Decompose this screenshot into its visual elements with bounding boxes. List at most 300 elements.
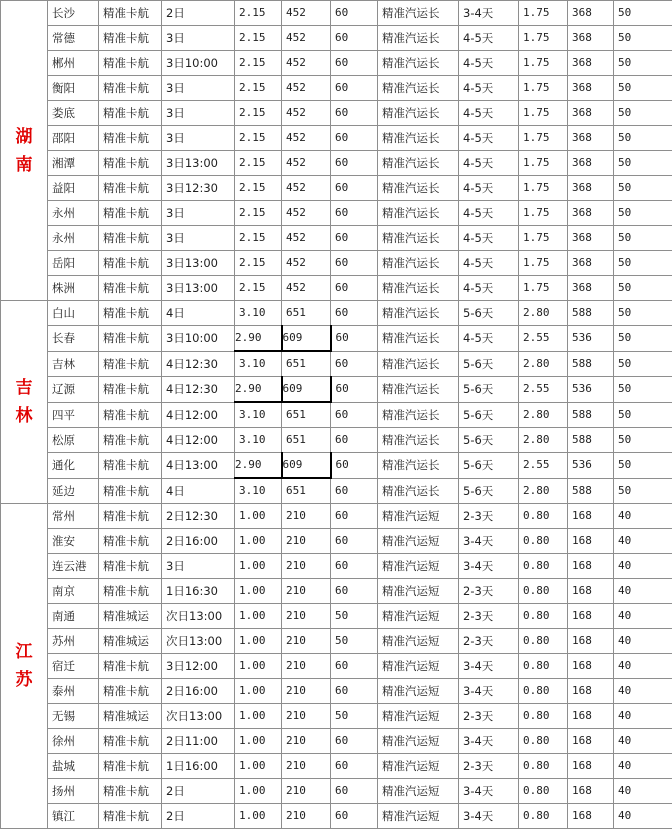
alt-price-per-ton-cell: 168 <box>568 529 614 554</box>
service-cell: 精准卡航 <box>99 176 162 201</box>
alt-unit-price-cell: 0.80 <box>519 579 568 604</box>
unit-price-cell: 1.00 <box>235 554 282 579</box>
table-row <box>1 428 672 453</box>
city-cell: 徐州 <box>48 729 99 754</box>
city-cell: 岳阳 <box>48 251 99 276</box>
price-per-ton-cell: 452 <box>282 276 331 301</box>
min-charge-cell: 50 <box>331 629 378 654</box>
city-cell: 郴州 <box>48 51 99 76</box>
transit-time-cell: 2日16:00 <box>162 529 235 554</box>
city-cell: 吉林 <box>48 351 99 377</box>
alt-min-charge-cell: 40 <box>614 604 672 629</box>
transit-time-cell: 3日 <box>162 26 235 51</box>
unit-price-cell: 2.15 <box>235 201 282 226</box>
transit-time-cell: 2日 <box>162 804 235 829</box>
unit-price-cell: 2.90 <box>235 377 282 403</box>
alt-service-cell: 精准汽运长 <box>378 226 459 251</box>
city-cell: 淮安 <box>48 529 99 554</box>
price-per-ton-cell: 210 <box>282 779 331 804</box>
alt-service-cell: 精准汽运短 <box>378 754 459 779</box>
min-charge-cell: 60 <box>331 579 378 604</box>
service-cell: 精准卡航 <box>99 126 162 151</box>
min-charge-cell: 60 <box>331 126 378 151</box>
table-row <box>1 604 672 629</box>
alt-unit-price-cell: 1.75 <box>519 176 568 201</box>
min-charge-cell: 60 <box>331 428 378 453</box>
alt-price-per-ton-cell: 168 <box>568 554 614 579</box>
unit-price-cell: 3.10 <box>235 351 282 377</box>
city-cell: 邵阳 <box>48 126 99 151</box>
alt-unit-price-cell: 1.75 <box>519 76 568 101</box>
unit-price-cell: 2.90 <box>235 453 282 479</box>
service-cell: 精准城运 <box>99 629 162 654</box>
service-cell: 精准卡航 <box>99 504 162 529</box>
alt-min-charge-cell: 40 <box>614 704 672 729</box>
alt-days-cell: 5-6天 <box>459 478 519 504</box>
alt-days-cell: 5-6天 <box>459 351 519 377</box>
min-charge-cell: 60 <box>331 779 378 804</box>
table-row <box>1 1 672 26</box>
transit-time-cell: 次日13:00 <box>162 629 235 654</box>
table-row <box>1 654 672 679</box>
alt-days-cell: 4-5天 <box>459 76 519 101</box>
alt-unit-price-cell: 0.80 <box>519 804 568 829</box>
price-per-ton-cell: 210 <box>282 604 331 629</box>
service-cell: 精准卡航 <box>99 351 162 377</box>
alt-min-charge-cell: 50 <box>614 402 672 428</box>
alt-min-charge-cell: 40 <box>614 529 672 554</box>
alt-days-cell: 5-6天 <box>459 402 519 428</box>
transit-time-cell: 4日12:00 <box>162 402 235 428</box>
alt-unit-price-cell: 1.75 <box>519 126 568 151</box>
alt-service-cell: 精准汽运长 <box>378 201 459 226</box>
alt-price-per-ton-cell: 536 <box>568 377 614 403</box>
unit-price-cell: 1.00 <box>235 629 282 654</box>
alt-unit-price-cell: 1.75 <box>519 201 568 226</box>
table-row <box>1 201 672 226</box>
price-per-ton-cell: 651 <box>282 351 331 377</box>
rate-table-body <box>1 1 672 829</box>
alt-unit-price-cell: 0.80 <box>519 729 568 754</box>
min-charge-cell: 60 <box>331 478 378 504</box>
price-per-ton-cell: 452 <box>282 76 331 101</box>
unit-price-cell: 2.15 <box>235 26 282 51</box>
service-cell: 精准卡航 <box>99 428 162 453</box>
transit-time-cell: 3日 <box>162 101 235 126</box>
alt-days-cell: 4-5天 <box>459 276 519 301</box>
province-label <box>1 504 48 829</box>
alt-unit-price-cell: 2.80 <box>519 428 568 453</box>
alt-service-cell: 精准汽运长 <box>378 377 459 403</box>
unit-price-cell: 3.10 <box>235 402 282 428</box>
min-charge-cell: 60 <box>331 351 378 377</box>
price-per-ton-cell: 651 <box>282 478 331 504</box>
alt-min-charge-cell: 40 <box>614 779 672 804</box>
alt-unit-price-cell: 0.80 <box>519 629 568 654</box>
service-cell: 精准卡航 <box>99 151 162 176</box>
alt-days-cell: 4-5天 <box>459 226 519 251</box>
city-cell: 长沙 <box>48 1 99 26</box>
city-cell: 南京 <box>48 579 99 604</box>
transit-time-cell: 4日13:00 <box>162 453 235 479</box>
min-charge-cell: 60 <box>331 151 378 176</box>
alt-service-cell: 精准汽运短 <box>378 629 459 654</box>
price-per-ton-cell: 609 <box>282 453 331 479</box>
alt-min-charge-cell: 50 <box>614 478 672 504</box>
unit-price-cell: 2.15 <box>235 251 282 276</box>
alt-service-cell: 精准汽运短 <box>378 679 459 704</box>
alt-unit-price-cell: 0.80 <box>519 604 568 629</box>
city-cell: 湘潭 <box>48 151 99 176</box>
alt-min-charge-cell: 40 <box>614 654 672 679</box>
alt-days-cell: 3-4天 <box>459 654 519 679</box>
unit-price-cell: 1.00 <box>235 529 282 554</box>
alt-price-per-ton-cell: 168 <box>568 504 614 529</box>
unit-price-cell: 1.00 <box>235 704 282 729</box>
table-row <box>1 226 672 251</box>
price-per-ton-cell: 210 <box>282 804 331 829</box>
city-cell: 常德 <box>48 26 99 51</box>
transit-time-cell: 3日13:00 <box>162 276 235 301</box>
price-per-ton-cell: 210 <box>282 754 331 779</box>
service-cell: 精准卡航 <box>99 453 162 479</box>
alt-service-cell: 精准汽运长 <box>378 326 459 352</box>
service-cell: 精准卡航 <box>99 779 162 804</box>
service-cell: 精准卡航 <box>99 377 162 403</box>
unit-price-cell: 2.15 <box>235 226 282 251</box>
alt-days-cell: 3-4天 <box>459 554 519 579</box>
alt-service-cell: 精准汽运长 <box>378 276 459 301</box>
service-cell: 精准卡航 <box>99 1 162 26</box>
alt-min-charge-cell: 50 <box>614 76 672 101</box>
alt-min-charge-cell: 40 <box>614 579 672 604</box>
city-cell: 通化 <box>48 453 99 479</box>
alt-price-per-ton-cell: 368 <box>568 251 614 276</box>
alt-unit-price-cell: 0.80 <box>519 779 568 804</box>
province-name: 湖南 <box>15 123 34 179</box>
alt-price-per-ton-cell: 368 <box>568 126 614 151</box>
price-per-ton-cell: 651 <box>282 402 331 428</box>
price-per-ton-cell: 452 <box>282 51 331 76</box>
alt-price-per-ton-cell: 368 <box>568 76 614 101</box>
min-charge-cell: 60 <box>331 251 378 276</box>
city-cell: 松原 <box>48 428 99 453</box>
price-per-ton-cell: 210 <box>282 679 331 704</box>
table-row <box>1 251 672 276</box>
unit-price-cell: 3.10 <box>235 478 282 504</box>
alt-min-charge-cell: 50 <box>614 301 672 326</box>
alt-service-cell: 精准汽运长 <box>378 478 459 504</box>
city-cell: 白山 <box>48 301 99 326</box>
city-cell: 常州 <box>48 504 99 529</box>
city-cell: 永州 <box>48 226 99 251</box>
unit-price-cell: 2.15 <box>235 51 282 76</box>
alt-min-charge-cell: 50 <box>614 351 672 377</box>
alt-service-cell: 精准汽运长 <box>378 151 459 176</box>
min-charge-cell: 60 <box>331 101 378 126</box>
alt-unit-price-cell: 0.80 <box>519 654 568 679</box>
alt-price-per-ton-cell: 168 <box>568 604 614 629</box>
transit-time-cell: 次日13:00 <box>162 704 235 729</box>
alt-days-cell: 2-3天 <box>459 579 519 604</box>
alt-min-charge-cell: 50 <box>614 101 672 126</box>
alt-min-charge-cell: 50 <box>614 326 672 352</box>
price-per-ton-cell: 651 <box>282 428 331 453</box>
table-row <box>1 26 672 51</box>
unit-price-cell: 1.00 <box>235 604 282 629</box>
alt-days-cell: 5-6天 <box>459 377 519 403</box>
service-cell: 精准卡航 <box>99 529 162 554</box>
alt-unit-price-cell: 2.55 <box>519 377 568 403</box>
service-cell: 精准卡航 <box>99 729 162 754</box>
alt-days-cell: 4-5天 <box>459 176 519 201</box>
alt-service-cell: 精准汽运长 <box>378 402 459 428</box>
service-cell: 精准城运 <box>99 704 162 729</box>
unit-price-cell: 2.15 <box>235 1 282 26</box>
transit-time-cell: 1日16:00 <box>162 754 235 779</box>
city-cell: 株洲 <box>48 276 99 301</box>
transit-time-cell: 3日 <box>162 226 235 251</box>
alt-days-cell: 2-3天 <box>459 754 519 779</box>
unit-price-cell: 1.00 <box>235 779 282 804</box>
transit-time-cell: 2日16:00 <box>162 679 235 704</box>
service-cell: 精准卡航 <box>99 754 162 779</box>
alt-service-cell: 精准汽运短 <box>378 704 459 729</box>
alt-unit-price-cell: 2.80 <box>519 301 568 326</box>
min-charge-cell: 60 <box>331 76 378 101</box>
city-cell: 辽源 <box>48 377 99 403</box>
alt-days-cell: 3-4天 <box>459 529 519 554</box>
min-charge-cell: 60 <box>331 377 378 403</box>
alt-price-per-ton-cell: 368 <box>568 101 614 126</box>
transit-time-cell: 3日10:00 <box>162 326 235 352</box>
min-charge-cell: 60 <box>331 276 378 301</box>
alt-service-cell: 精准汽运长 <box>378 51 459 76</box>
city-cell: 四平 <box>48 402 99 428</box>
unit-price-cell: 1.00 <box>235 754 282 779</box>
transit-time-cell: 3日13:00 <box>162 251 235 276</box>
alt-days-cell: 4-5天 <box>459 151 519 176</box>
city-cell: 永州 <box>48 201 99 226</box>
alt-unit-price-cell: 2.80 <box>519 351 568 377</box>
alt-price-per-ton-cell: 368 <box>568 51 614 76</box>
min-charge-cell: 60 <box>331 1 378 26</box>
province-name: 吉林 <box>15 374 34 430</box>
alt-price-per-ton-cell: 168 <box>568 779 614 804</box>
price-per-ton-cell: 452 <box>282 176 331 201</box>
alt-unit-price-cell: 1.75 <box>519 251 568 276</box>
alt-unit-price-cell: 0.80 <box>519 504 568 529</box>
alt-price-per-ton-cell: 368 <box>568 151 614 176</box>
price-per-ton-cell: 210 <box>282 579 331 604</box>
unit-price-cell: 3.10 <box>235 301 282 326</box>
alt-min-charge-cell: 50 <box>614 151 672 176</box>
price-per-ton-cell: 210 <box>282 729 331 754</box>
min-charge-cell: 50 <box>331 704 378 729</box>
city-cell: 苏州 <box>48 629 99 654</box>
table-row <box>1 729 672 754</box>
min-charge-cell: 60 <box>331 301 378 326</box>
price-per-ton-cell: 609 <box>282 377 331 403</box>
service-cell: 精准卡航 <box>99 101 162 126</box>
alt-min-charge-cell: 50 <box>614 428 672 453</box>
table-row <box>1 51 672 76</box>
unit-price-cell: 2.15 <box>235 101 282 126</box>
alt-min-charge-cell: 50 <box>614 377 672 403</box>
transit-time-cell: 3日10:00 <box>162 51 235 76</box>
table-row <box>1 276 672 301</box>
alt-service-cell: 精准汽运长 <box>378 176 459 201</box>
price-per-ton-cell: 452 <box>282 101 331 126</box>
transit-time-cell: 3日 <box>162 126 235 151</box>
unit-price-cell: 2.15 <box>235 151 282 176</box>
table-row <box>1 453 672 479</box>
transit-time-cell: 3日12:30 <box>162 176 235 201</box>
alt-service-cell: 精准汽运长 <box>378 26 459 51</box>
price-per-ton-cell: 210 <box>282 704 331 729</box>
alt-days-cell: 2-3天 <box>459 504 519 529</box>
alt-min-charge-cell: 50 <box>614 51 672 76</box>
table-row <box>1 377 672 403</box>
alt-price-per-ton-cell: 168 <box>568 629 614 654</box>
alt-price-per-ton-cell: 588 <box>568 428 614 453</box>
service-cell: 精准卡航 <box>99 402 162 428</box>
city-cell: 扬州 <box>48 779 99 804</box>
alt-days-cell: 3-4天 <box>459 804 519 829</box>
table-row <box>1 504 672 529</box>
alt-price-per-ton-cell: 588 <box>568 478 614 504</box>
table-row <box>1 176 672 201</box>
table-row <box>1 101 672 126</box>
service-cell: 精准卡航 <box>99 301 162 326</box>
city-cell: 泰州 <box>48 679 99 704</box>
alt-service-cell: 精准汽运短 <box>378 804 459 829</box>
alt-days-cell: 5-6天 <box>459 428 519 453</box>
min-charge-cell: 60 <box>331 326 378 352</box>
alt-min-charge-cell: 50 <box>614 126 672 151</box>
table-row <box>1 779 672 804</box>
alt-days-cell: 3-4天 <box>459 729 519 754</box>
alt-min-charge-cell: 40 <box>614 629 672 654</box>
price-per-ton-cell: 651 <box>282 301 331 326</box>
alt-days-cell: 4-5天 <box>459 26 519 51</box>
alt-price-per-ton-cell: 588 <box>568 351 614 377</box>
alt-days-cell: 4-5天 <box>459 51 519 76</box>
alt-price-per-ton-cell: 368 <box>568 176 614 201</box>
alt-unit-price-cell: 2.55 <box>519 453 568 479</box>
min-charge-cell: 60 <box>331 679 378 704</box>
alt-days-cell: 2-3天 <box>459 604 519 629</box>
alt-service-cell: 精准汽运短 <box>378 604 459 629</box>
transit-time-cell: 1日16:30 <box>162 579 235 604</box>
min-charge-cell: 50 <box>331 604 378 629</box>
alt-days-cell: 2-3天 <box>459 629 519 654</box>
alt-min-charge-cell: 40 <box>614 754 672 779</box>
city-cell: 娄底 <box>48 101 99 126</box>
unit-price-cell: 2.15 <box>235 76 282 101</box>
table-row <box>1 579 672 604</box>
alt-unit-price-cell: 2.55 <box>519 326 568 352</box>
table-row <box>1 804 672 829</box>
service-cell: 精准卡航 <box>99 51 162 76</box>
min-charge-cell: 60 <box>331 504 378 529</box>
alt-service-cell: 精准汽运长 <box>378 301 459 326</box>
alt-unit-price-cell: 1.75 <box>519 51 568 76</box>
unit-price-cell: 1.00 <box>235 679 282 704</box>
alt-service-cell: 精准汽运长 <box>378 126 459 151</box>
transit-time-cell: 次日13:00 <box>162 604 235 629</box>
city-cell: 南通 <box>48 604 99 629</box>
table-row <box>1 126 672 151</box>
price-per-ton-cell: 452 <box>282 201 331 226</box>
alt-min-charge-cell: 40 <box>614 729 672 754</box>
alt-min-charge-cell: 50 <box>614 453 672 479</box>
alt-min-charge-cell: 50 <box>614 201 672 226</box>
service-cell: 精准卡航 <box>99 276 162 301</box>
service-cell: 精准卡航 <box>99 579 162 604</box>
unit-price-cell: 1.00 <box>235 729 282 754</box>
transit-time-cell: 3日12:00 <box>162 654 235 679</box>
alt-price-per-ton-cell: 536 <box>568 453 614 479</box>
alt-days-cell: 5-6天 <box>459 301 519 326</box>
city-cell: 盐城 <box>48 754 99 779</box>
transit-time-cell: 4日12:00 <box>162 428 235 453</box>
min-charge-cell: 60 <box>331 176 378 201</box>
alt-min-charge-cell: 50 <box>614 1 672 26</box>
alt-price-per-ton-cell: 368 <box>568 1 614 26</box>
alt-days-cell: 3-4天 <box>459 679 519 704</box>
unit-price-cell: 1.00 <box>235 804 282 829</box>
price-per-ton-cell: 609 <box>282 326 331 352</box>
alt-price-per-ton-cell: 368 <box>568 276 614 301</box>
alt-service-cell: 精准汽运短 <box>378 729 459 754</box>
alt-unit-price-cell: 0.80 <box>519 679 568 704</box>
min-charge-cell: 60 <box>331 804 378 829</box>
alt-days-cell: 2-3天 <box>459 704 519 729</box>
transit-time-cell: 2日11:00 <box>162 729 235 754</box>
transit-time-cell: 4日12:30 <box>162 377 235 403</box>
transit-time-cell: 4日12:30 <box>162 351 235 377</box>
alt-price-per-ton-cell: 368 <box>568 226 614 251</box>
transit-time-cell: 3日 <box>162 554 235 579</box>
alt-price-per-ton-cell: 168 <box>568 729 614 754</box>
city-cell: 衡阳 <box>48 76 99 101</box>
alt-min-charge-cell: 50 <box>614 176 672 201</box>
price-per-ton-cell: 210 <box>282 504 331 529</box>
table-row <box>1 554 672 579</box>
min-charge-cell: 60 <box>331 201 378 226</box>
alt-unit-price-cell: 1.75 <box>519 151 568 176</box>
min-charge-cell: 60 <box>331 226 378 251</box>
city-cell: 无锡 <box>48 704 99 729</box>
service-cell: 精准卡航 <box>99 226 162 251</box>
unit-price-cell: 1.00 <box>235 654 282 679</box>
table-row <box>1 478 672 504</box>
price-per-ton-cell: 452 <box>282 1 331 26</box>
service-cell: 精准卡航 <box>99 26 162 51</box>
alt-service-cell: 精准汽运短 <box>378 579 459 604</box>
min-charge-cell: 60 <box>331 554 378 579</box>
alt-min-charge-cell: 50 <box>614 226 672 251</box>
table-row <box>1 754 672 779</box>
service-cell: 精准卡航 <box>99 478 162 504</box>
alt-days-cell: 4-5天 <box>459 101 519 126</box>
alt-unit-price-cell: 1.75 <box>519 101 568 126</box>
alt-days-cell: 4-5天 <box>459 201 519 226</box>
min-charge-cell: 60 <box>331 754 378 779</box>
city-cell: 宿迁 <box>48 654 99 679</box>
table-row <box>1 326 672 352</box>
